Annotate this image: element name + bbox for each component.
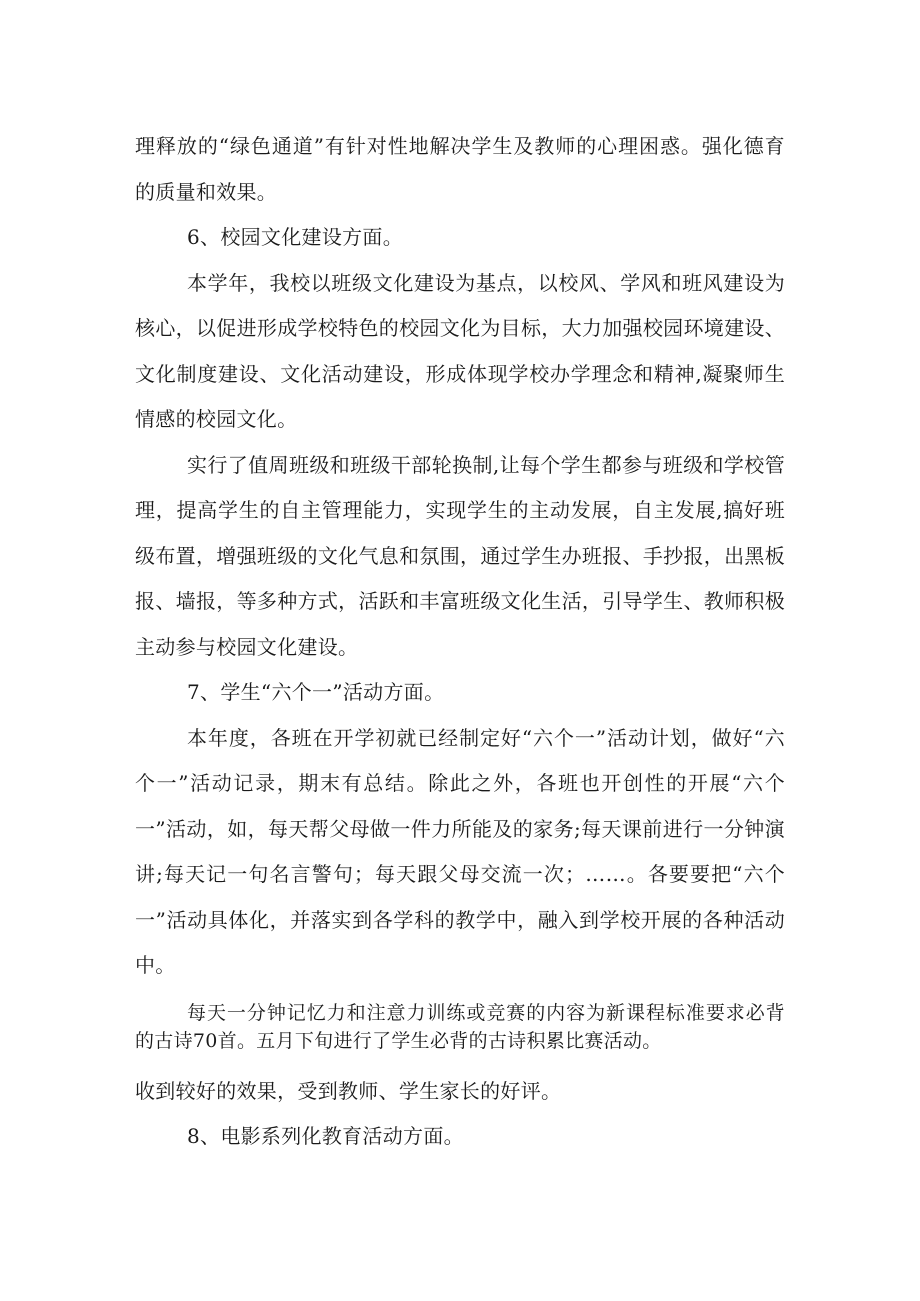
paragraph-six-ones: 本年度，各班在开学初就已经制定好“六个一”活动计划，做好“六个一”活动记录，期末有总结。除此之外，各班也开创性的开展“六个一”活动，如，每天帮父母做一件力所能及的家务;每天课前进行一分钟演讲;每天记一句名言警句；每天跟父母交流一次；……。各要要把“六个一”活动具体化，并落实到各学科的教学中，融入到学校开展的各种活动中。 [135,725,785,977]
heading-film-education: 8、电影系列化教育活动方面。 [187,1124,464,1148]
heading-campus-culture: 6、校园文化建设方面。 [187,225,404,249]
paragraph-poetry-memorization: 每天一分钟记忆力和注意力训练或竞赛的内容为新课程标准要求必背的古诗70首。五月下旬进行了学生必背的古诗积累比赛活动。 [135,1001,785,1052]
paragraph-campus-culture: 本学年，我校以班级文化建设为基点，以校风、学风和班风建设为核心，以促进形成学校特色的校园文化为目标，大力加强校园环境建设、文化制度建设、文化活动建设，形成体现学校办学理念和精神,凝聚师生情感的校园文化。 [135,270,785,431]
document-body [135,124,785,1160]
paragraph-psych-channel: 理释放的“绿色通道”有针对性地解决学生及教师的心理困惑。强化德育的质量和效果。 [135,134,785,204]
paragraph-class-rotation: 实行了值周班级和班级干部轮换制,让每个学生都参与班级和学校管理，提高学生的自主管理能力，实现学生的主动发展，自主发展,搞好班级布置，增强班级的文化气息和氛围，通过学生办班报、手抄报，出黑板报、墙报，等多种方式，活跃和丰富班级文化生活，引导学生、教师积极主动参与校园文化建设。 [135,452,785,659]
paragraph-good-results: 收到较好的效果，受到教师、学生家长的好评。 [135,1078,562,1103]
heading-six-ones: 7、学生“六个一”活动方面。 [187,680,445,704]
